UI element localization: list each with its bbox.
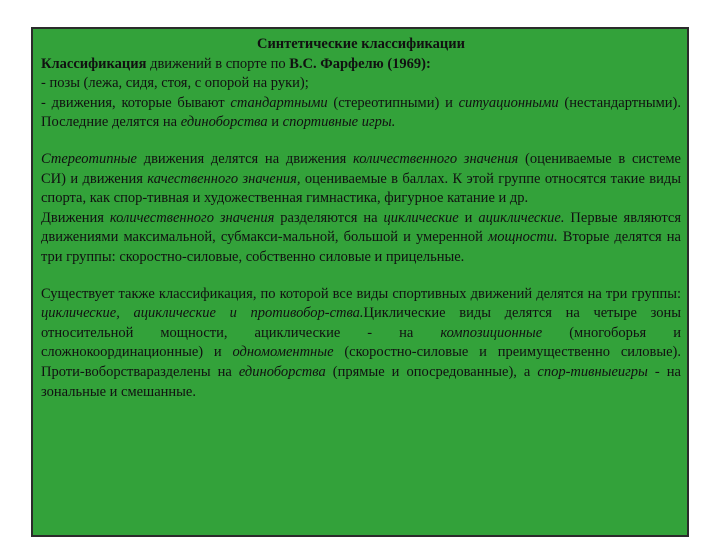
text: (прямые и опосредованные), а (325, 363, 538, 380)
lead-bold: Классификация (41, 55, 147, 72)
emphasis: единоборства (238, 363, 326, 380)
emphasis: спор-тивныеигры (537, 363, 648, 380)
emphasis: Стереотипные (41, 150, 137, 167)
emphasis: спортивные игры. (282, 114, 396, 131)
paragraph-quantitative (41, 209, 681, 268)
text: движений в спорте по (146, 55, 290, 72)
paragraph-classification (41, 285, 681, 403)
emphasis: единоборства (180, 114, 268, 131)
spacer (41, 133, 681, 150)
emphasis: стандартными (230, 94, 328, 111)
text: Вторые делятся на три группы: скоростно-силовые, собственно силовые и прицельные. (41, 229, 681, 265)
emphasis: циклические (383, 209, 459, 226)
emphasis: композиционные (440, 324, 543, 341)
emphasis: ациклические. (478, 209, 565, 226)
emphasis: количественного значения (353, 150, 519, 167)
text: (нестандартными). Последние делятся на (41, 94, 681, 131)
list-item-movements (41, 94, 681, 133)
emphasis: циклические, ациклические и противобор-ства. (41, 305, 364, 322)
text: Движения (41, 209, 110, 226)
text: разделяются на (274, 209, 384, 226)
emphasis: мощности. (487, 229, 558, 246)
page-title: Синтетические классификации (256, 36, 465, 52)
emphasis: ситуационными (458, 94, 559, 111)
text: оцениваемые в баллах. К этой группе относятся такие виды спорта, как спор-тивная и художественная гимнастика, фигурное катание и др. (41, 170, 681, 207)
text: (многоборья и сложнокоординационные) и (41, 324, 681, 361)
paragraph-farfel (41, 55, 681, 75)
emphasis: одномоментные (232, 344, 334, 361)
text: и (267, 114, 283, 131)
text: (оцениваемые в системе СИ) и движения (41, 150, 681, 187)
text: - движения, которые бывают (41, 94, 231, 111)
text: и (458, 209, 479, 226)
text: (скоростно-силовые и преимущественно силовые). Проти-воборстваразделены на (41, 344, 681, 380)
author-bold: В.С. Фарфелю (1969): (289, 55, 431, 72)
text: - на зональные и смешанные. (41, 363, 681, 400)
text: Существует также классификация, по которой все виды спортивных движений делятся на три группы: (41, 285, 681, 302)
paragraph-stereotypic (41, 150, 681, 209)
emphasis: количественного значения (109, 209, 275, 226)
spacer (41, 268, 681, 285)
list-item-poses: - позы (лежа, сидя, стоя, с опорой на руки); (41, 75, 309, 92)
text: Первые являются движениями максимальной, субмакси-мальной, большой и умеренной (41, 209, 682, 246)
text: Циклические виды делятся на четыре зоны относительной мощности, ациклические - на (41, 305, 681, 341)
text: движения делятся на движения (136, 150, 354, 167)
emphasis: качественного значения, (147, 170, 301, 187)
slide-text-box (31, 27, 689, 537)
text: (стереотипными) и (327, 94, 459, 111)
